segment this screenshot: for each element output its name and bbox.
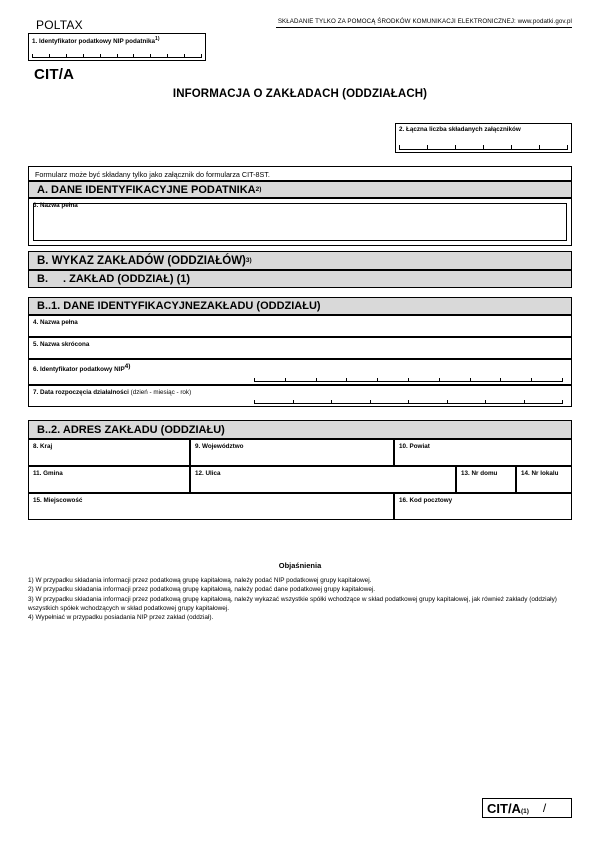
section-b-label: B. WYKAZ ZAKŁADÓW (ODDZIAŁÓW) bbox=[37, 254, 246, 267]
section-b-footnote-marker: 3) bbox=[245, 257, 252, 264]
field-7-character-cells[interactable] bbox=[254, 398, 563, 404]
explanation-item: 2) W przypadku składania informacji przez podatkową grupę kapitałową, należy podać dane podatkowej grupy kapitałowej. bbox=[28, 586, 376, 594]
field-3-label: 3. Nazwa pełna bbox=[33, 201, 78, 209]
explanations-list bbox=[28, 576, 572, 622]
section-b1-label: .1. DANE IDENTYFIKACYJNEZAKŁADU (ODDZIAŁU) bbox=[48, 300, 321, 312]
electronic-submission-note: SKŁADANIE TYLKO ZA POMOCĄ ŚRODKÓW KOMUNIKACJI ELEKTRONICZNEJ: www.podatki.gov.pl bbox=[276, 18, 572, 28]
field-1-label: 1. Identyfikator podatkowy NIP podatnika bbox=[32, 38, 156, 46]
field-2-label: 2. Łączna liczba składanych załączników bbox=[399, 126, 521, 133]
page-title: INFORMACJA O ZAKŁADACH (ODDZIAŁACH) bbox=[172, 88, 428, 100]
section-b-unit-label: . ZAKŁAD (ODDZIAŁ) (1) bbox=[63, 273, 191, 285]
explanations-title: Objaśnienia bbox=[278, 561, 322, 570]
field-8-label: 8. Kraj bbox=[33, 442, 53, 450]
field-6-label: 6. Identyfikator podatkowy NIP bbox=[33, 365, 125, 373]
field-16-label: 16. Kod pocztowy bbox=[399, 496, 453, 504]
field-10-county[interactable] bbox=[394, 439, 572, 466]
field-15-label: 15. Miejscowość bbox=[33, 496, 83, 504]
field-7-label: 7. Data rozpoczęcia działalności bbox=[33, 388, 129, 396]
field-14-apartment-number[interactable] bbox=[516, 466, 572, 493]
field-1-character-cells[interactable] bbox=[32, 52, 202, 58]
field-6-footnote-marker: 4) bbox=[124, 362, 131, 370]
field-2-attachment-count[interactable] bbox=[395, 123, 572, 153]
field-1-nip-taxpayer[interactable] bbox=[28, 33, 206, 61]
field-6-character-cells[interactable] bbox=[254, 376, 563, 382]
section-b-header bbox=[28, 251, 572, 270]
page-header bbox=[28, 18, 572, 32]
form-code-title: CIT/A bbox=[34, 66, 75, 83]
field-12-label: 12. Ulica bbox=[195, 469, 221, 477]
explanation-item: 3) W przypadku składania informacji przez podatkową grupę kapitałową, należy wykazać wszystkie spółki wchodzące w skład podatkowej grupy kapitałowej, jak również zakłady (oddziały) wszystkich spółek wchodzących w skład podatkowej grupy kapitałowej. bbox=[28, 595, 557, 612]
field-13-label: 13. Nr domu bbox=[461, 469, 498, 477]
section-a-label: A. DANE IDENTYFIKACYJNE PODATNIKA bbox=[37, 183, 256, 196]
poltax-logo: POLTAX bbox=[36, 18, 83, 32]
field-11-label: 11. Gmina bbox=[33, 469, 63, 477]
section-b1-header bbox=[28, 297, 572, 315]
field-8-country[interactable] bbox=[28, 439, 190, 466]
field-9-voivodeship[interactable] bbox=[190, 439, 394, 466]
section-b2-prefix: B. bbox=[37, 423, 48, 436]
field-10-label: 10. Powiat bbox=[399, 442, 430, 450]
footer-page-marker bbox=[482, 798, 572, 818]
field-2-baseline bbox=[399, 149, 568, 150]
section-b-unit-header bbox=[28, 270, 572, 288]
explanation-item: 1) W przypadku składania informacji przez podatkową grupę kapitałową, należy podać NIP podatkowej grupy kapitałowej. bbox=[28, 577, 372, 584]
footer-page-number: (1) bbox=[520, 808, 529, 815]
field-6-nip[interactable] bbox=[28, 359, 572, 385]
field-7-hint: (dzień - miesiąc - rok) bbox=[130, 388, 192, 396]
field-5-label: 5. Nazwa skrócona bbox=[33, 340, 90, 348]
section-b2-header bbox=[28, 420, 572, 439]
explanation-item: 4) Wypełniać w przypadku posiadania NIP przez zakład (oddział). bbox=[28, 614, 214, 622]
section-b1-prefix: B. bbox=[37, 300, 48, 312]
footer-slash: / bbox=[542, 801, 547, 815]
attachment-note: Formularz może być składany tylko jako załącznik do formularza CIT-8ST. bbox=[28, 166, 572, 181]
field-2-character-cells[interactable] bbox=[399, 143, 568, 149]
section-b-unit-prefix: B. bbox=[37, 273, 48, 285]
field-15-city[interactable] bbox=[28, 493, 394, 520]
field-7-start-date[interactable] bbox=[28, 385, 572, 407]
section-b2-label: .2. ADRES ZAKŁADU (ODDZIAŁU) bbox=[48, 423, 225, 436]
field-5-short-name[interactable] bbox=[28, 337, 572, 359]
field-14-label: 14. Nr lokalu bbox=[521, 469, 559, 477]
section-a-header bbox=[28, 181, 572, 198]
footer-form-code: CIT/A bbox=[487, 800, 521, 816]
field-9-label: 9. Województwo bbox=[195, 442, 244, 450]
section-a-footnote-marker: 2) bbox=[255, 186, 262, 193]
field-16-postal-code[interactable] bbox=[394, 493, 572, 520]
field-11-commune[interactable] bbox=[28, 466, 190, 493]
field-4-full-name[interactable] bbox=[28, 315, 572, 337]
field-12-street[interactable] bbox=[190, 466, 456, 493]
field-13-house-number[interactable] bbox=[456, 466, 516, 493]
field-4-label: 4. Nazwa pełna bbox=[33, 318, 78, 326]
field-1-footnote-marker: 1) bbox=[155, 36, 160, 42]
field-3-full-name-input[interactable] bbox=[33, 203, 567, 241]
